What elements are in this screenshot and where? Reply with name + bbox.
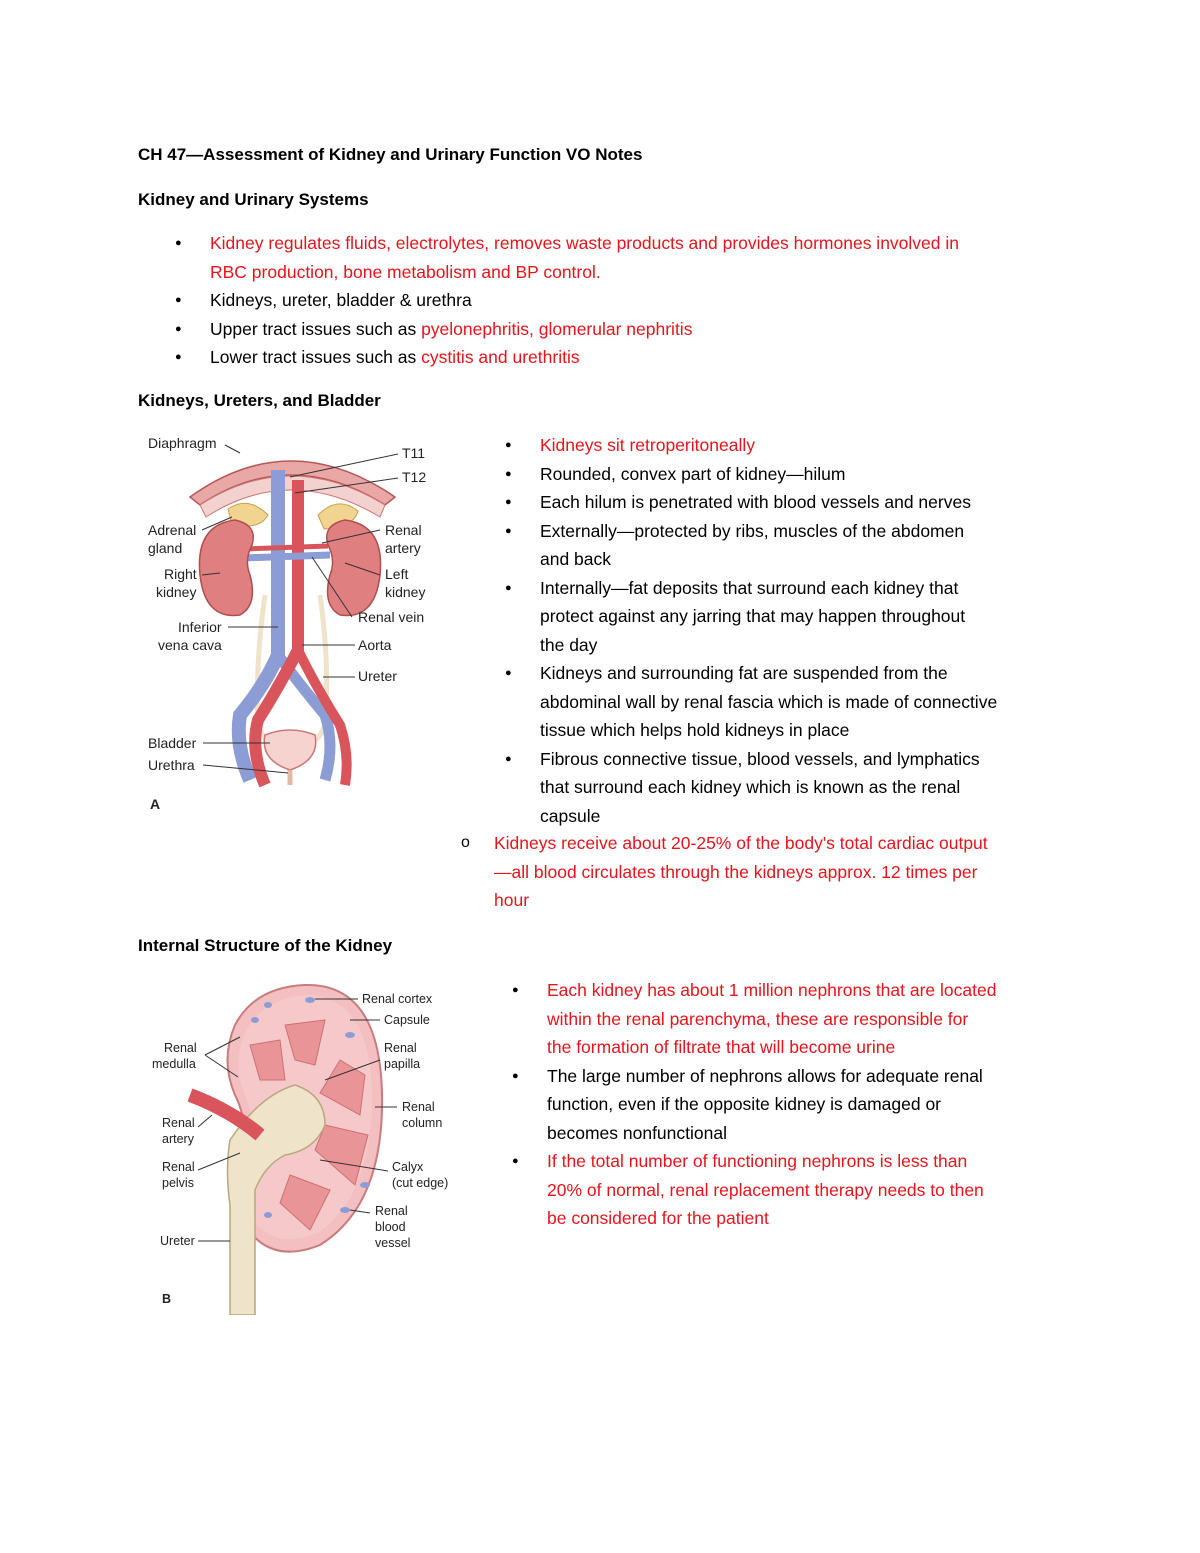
label-inferior-vena-cava-2: vena cava <box>158 637 222 653</box>
document-title: CH 47—Assessment of Kidney and Urinary Function VO Notes <box>138 145 643 164</box>
label-t12: T12 <box>402 469 427 485</box>
label-renal-cortex: Renal cortex <box>362 992 433 1006</box>
label-adrenal-gland-2: gland <box>148 540 183 556</box>
section-heading-kidneys-ureters-bladder: Kidneys, Ureters, and Bladder <box>138 391 381 410</box>
label-left-kidney-2: kidney <box>385 584 426 600</box>
bullet-list-kidneys-ureters-bladder <box>540 431 1080 830</box>
label-renal-blood-vessel-2: blood <box>375 1220 406 1234</box>
list-item: ● Upper tract issues such as pyelonephritis, glomerular nephritis <box>210 315 1090 344</box>
label-renal-column-1: Renal <box>402 1100 435 1114</box>
section-heading-internal-structure: Internal Structure of the Kidney <box>138 936 393 955</box>
list-item: ● The large number of nephrons allows for adequate renal function, even if the opposite kidney is damaged or becomes nonfunctional <box>547 1062 1087 1148</box>
figure-panel-a: A <box>150 796 161 812</box>
list-item: ● Kidneys, ureter, bladder & urethra <box>210 286 1090 315</box>
label-adrenal-gland-1: Adrenal <box>148 522 197 538</box>
list-item: ● Rounded, convex part of kidney—hilum <box>540 460 1080 489</box>
label-renal-papilla-2: papilla <box>384 1057 421 1071</box>
label-renal-medulla-1: Renal <box>164 1041 197 1055</box>
label-right-kidney-1: Right <box>164 566 197 582</box>
label-renal-artery-2: artery <box>385 540 421 556</box>
label-renal-pelvis-1: Renal <box>162 1160 195 1174</box>
section-heading-kidney-urinary-systems: Kidney and Urinary Systems <box>138 190 369 209</box>
sub-bullet-marker: o <box>461 834 470 851</box>
label-renal-medulla-2: medulla <box>152 1057 196 1071</box>
label-t11: T11 <box>402 445 426 461</box>
label-renal-papilla-1: Renal <box>384 1041 417 1055</box>
list-item: ● If the total number of functioning nephrons is less than 20% of normal, renal replacement therapy needs to then be considered for the patient <box>547 1147 1087 1233</box>
label-capsule: Capsule <box>384 1013 430 1027</box>
kidney-internal-structure-figure <box>150 975 470 1315</box>
list-item: ● Kidney regulates fluids, electrolytes, removes waste products and provides hormones involved in RBC production, bone metabolism and BP control. <box>210 229 1090 286</box>
label-left-kidney-1: Left <box>385 566 409 582</box>
list-item: ● Lower tract issues such as cystitis and urethritis <box>210 343 1090 372</box>
label-inferior-vena-cava-1: Inferior <box>178 619 222 635</box>
label-ureter-b: Ureter <box>160 1234 195 1248</box>
bullet-list-urinary-systems <box>210 229 1090 372</box>
label-renal-pelvis-2: pelvis <box>162 1176 194 1190</box>
label-renal-column-2: column <box>402 1116 443 1130</box>
label-renal-blood-vessel-1: Renal <box>375 1204 408 1218</box>
label-right-kidney-2: kidney <box>156 584 197 600</box>
sub-bullet-cardiac-output: o Kidneys receive about 20-25% of the body's total cardiac output —all blood circulates through the kidneys approx. 12 times per hour <box>494 829 1094 915</box>
label-ureter: Ureter <box>358 668 397 684</box>
label-urethra: Urethra <box>148 757 195 773</box>
label-calyx-1: Calyx <box>392 1160 424 1174</box>
list-item: ● Each hilum is penetrated with blood vessels and nerves <box>540 488 1080 517</box>
list-item: ● Kidneys sit retroperitoneally <box>540 431 1080 460</box>
label-renal-blood-vessel-3: vessel <box>375 1236 411 1250</box>
bullet-list-internal-structure <box>547 976 1087 1233</box>
list-item: ● Externally—protected by ribs, muscles of the abdomen and back <box>540 517 1080 574</box>
list-item: ● Fibrous connective tissue, blood vessels, and lymphatics that surround each kidney which is known as the renal capsule <box>540 745 1080 831</box>
label-bladder: Bladder <box>148 735 197 751</box>
urinary-system-figure <box>140 425 440 825</box>
label-renal-vein: Renal vein <box>358 609 425 625</box>
list-item: ● Each kidney has about 1 million nephrons that are located within the renal parenchyma, these are responsible for the formation of filtrate that will become urine <box>547 976 1087 1062</box>
label-renal-artery-1: Renal <box>385 522 422 538</box>
label-renal-artery-1: Renal <box>162 1116 195 1130</box>
list-item: ● Internally—fat deposits that surround each kidney that protect against any jarring that may happen throughout the day <box>540 574 1080 660</box>
figure-panel-b: B <box>162 1292 172 1306</box>
label-renal-artery-2: artery <box>162 1132 194 1146</box>
label-calyx-2: (cut edge) <box>392 1176 449 1190</box>
list-item: ● Kidneys and surrounding fat are suspended from the abdominal wall by renal fascia which is made of connective tissue which helps hold kidneys in place <box>540 659 1080 745</box>
label-aorta: Aorta <box>358 637 392 653</box>
label-diaphragm: Diaphragm <box>148 435 217 451</box>
